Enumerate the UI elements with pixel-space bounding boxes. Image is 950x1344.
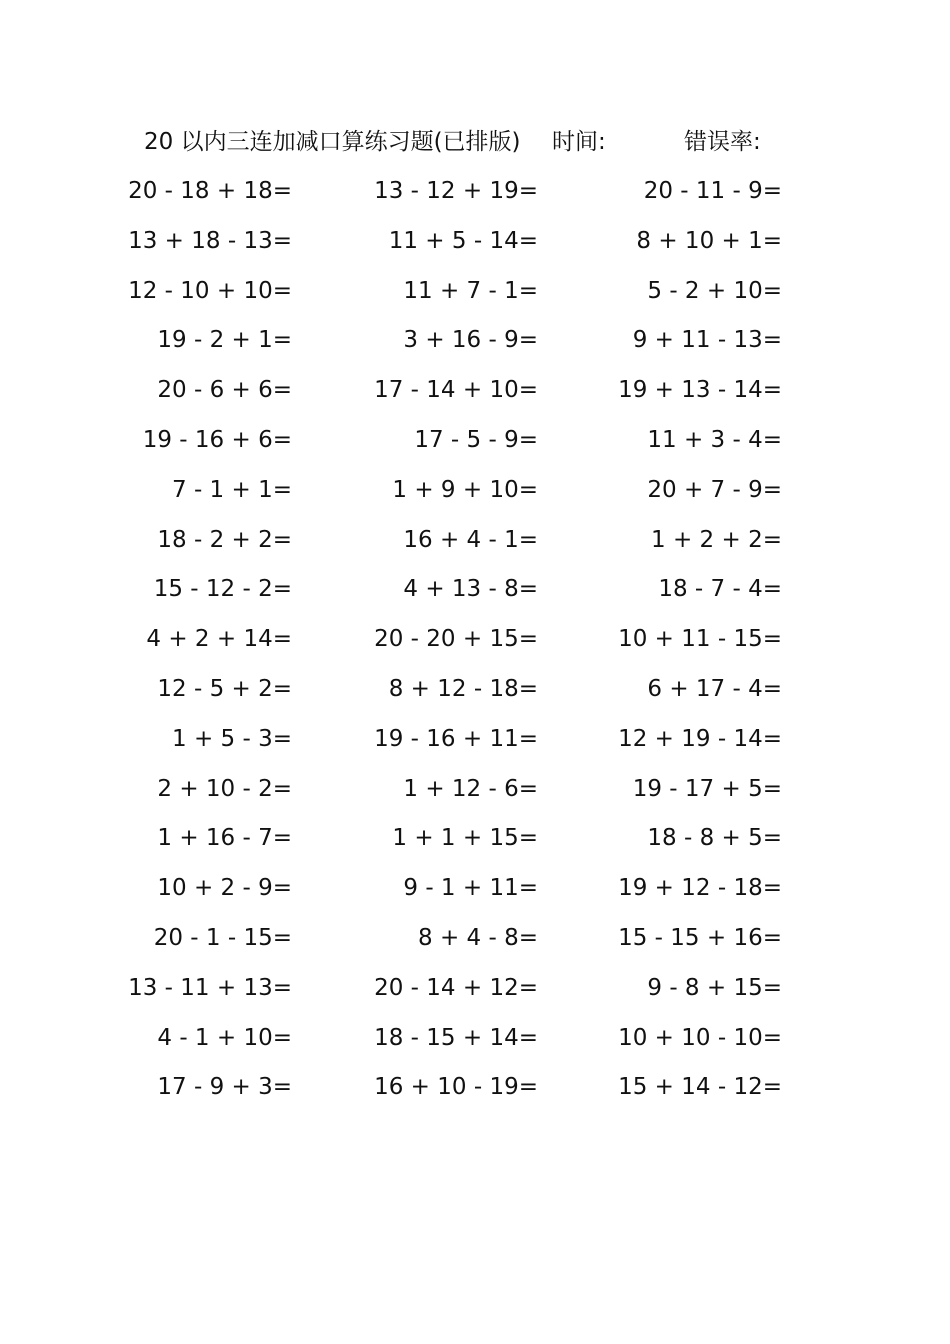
arithmetic-problem: 15 - 15 + 16=	[618, 924, 782, 951]
problem-row	[0, 1066, 950, 1116]
arithmetic-problem: 1 + 9 + 10=	[392, 476, 538, 503]
arithmetic-problem: 1 + 16 - 7=	[157, 825, 292, 852]
arithmetic-problem: 19 - 16 + 11=	[374, 725, 538, 752]
problem-row	[0, 419, 950, 469]
arithmetic-problem: 12 + 19 - 14=	[618, 725, 782, 752]
arithmetic-problem: 13 - 11 + 13=	[128, 974, 292, 1001]
arithmetic-problem: 19 + 13 - 14=	[618, 377, 782, 404]
arithmetic-problem: 19 - 16 + 6=	[142, 426, 292, 453]
arithmetic-problem: 20 - 6 + 6=	[157, 377, 292, 404]
problem-row	[0, 220, 950, 270]
arithmetic-problem: 17 - 9 + 3=	[157, 1074, 292, 1101]
worksheet-title: 20 以内三连加减口算练习题(已排版)	[144, 129, 521, 155]
arithmetic-problem: 18 - 7 - 4=	[658, 576, 782, 603]
problem-row	[0, 967, 950, 1017]
arithmetic-problem: 18 - 2 + 2=	[157, 526, 292, 553]
time-label: 时间:	[552, 129, 606, 155]
arithmetic-problem: 7 - 1 + 1=	[172, 476, 292, 503]
arithmetic-problem: 11 + 7 - 1=	[403, 277, 538, 304]
problem-row	[0, 319, 950, 369]
arithmetic-problem: 13 - 12 + 19=	[374, 178, 538, 204]
arithmetic-problem: 3 + 16 - 9=	[403, 327, 538, 354]
arithmetic-problem: 18 - 15 + 14=	[374, 1024, 538, 1051]
arithmetic-problem: 18 - 8 + 5=	[647, 825, 782, 852]
problem-row	[0, 917, 950, 967]
problem-row	[0, 170, 950, 220]
arithmetic-problem: 6 + 17 - 4=	[647, 675, 782, 702]
arithmetic-problem: 16 + 4 - 1=	[403, 526, 538, 553]
arithmetic-problem: 4 + 2 + 14=	[146, 626, 292, 653]
problem-row	[0, 718, 950, 768]
problem-row	[0, 469, 950, 519]
problem-row	[0, 867, 950, 917]
arithmetic-problem: 13 + 18 - 13=	[128, 227, 292, 254]
problem-row	[0, 519, 950, 569]
arithmetic-problem: 1 + 1 + 15=	[392, 825, 538, 852]
arithmetic-problem: 20 - 14 + 12=	[374, 974, 538, 1001]
arithmetic-problem: 19 + 12 - 18=	[618, 875, 782, 902]
error-rate-label: 错误率:	[684, 129, 761, 155]
arithmetic-problem: 17 - 14 + 10=	[374, 377, 538, 404]
problem-row	[0, 1017, 950, 1067]
arithmetic-problem: 5 - 2 + 10=	[647, 277, 782, 304]
arithmetic-problem: 1 + 2 + 2=	[651, 526, 782, 553]
problem-row	[0, 668, 950, 718]
problem-row	[0, 568, 950, 618]
problem-grid	[0, 170, 950, 1116]
arithmetic-problem: 11 + 5 - 14=	[388, 227, 538, 254]
arithmetic-problem: 1 + 5 - 3=	[172, 725, 292, 752]
problem-row	[0, 369, 950, 419]
arithmetic-problem: 20 - 11 - 9=	[643, 178, 782, 204]
arithmetic-problem: 17 - 5 - 9=	[414, 426, 538, 453]
arithmetic-problem: 19 - 2 + 1=	[157, 327, 292, 354]
arithmetic-problem: 9 - 8 + 15=	[647, 974, 782, 1001]
arithmetic-problem: 12 - 5 + 2=	[157, 675, 292, 702]
arithmetic-problem: 20 - 20 + 15=	[374, 626, 538, 653]
arithmetic-problem: 9 + 11 - 13=	[632, 327, 782, 354]
problem-row	[0, 768, 950, 818]
arithmetic-problem: 4 - 1 + 10=	[157, 1024, 292, 1051]
arithmetic-problem: 20 - 18 + 18=	[128, 178, 292, 204]
arithmetic-problem: 20 + 7 - 9=	[647, 476, 782, 503]
arithmetic-problem: 10 + 11 - 15=	[618, 626, 782, 653]
arithmetic-problem: 4 + 13 - 8=	[403, 576, 538, 603]
arithmetic-problem: 9 - 1 + 11=	[403, 875, 538, 902]
arithmetic-problem: 11 + 3 - 4=	[647, 426, 782, 453]
problem-row	[0, 618, 950, 668]
arithmetic-problem: 10 + 2 - 9=	[157, 875, 292, 902]
arithmetic-problem: 8 + 10 + 1=	[636, 227, 782, 254]
arithmetic-problem: 8 + 4 - 8=	[418, 924, 538, 951]
arithmetic-problem: 20 - 1 - 15=	[153, 924, 292, 951]
worksheet-header	[144, 122, 824, 162]
arithmetic-problem: 15 + 14 - 12=	[618, 1074, 782, 1101]
arithmetic-problem: 10 + 10 - 10=	[618, 1024, 782, 1051]
arithmetic-problem: 1 + 12 - 6=	[403, 775, 538, 802]
problem-row	[0, 270, 950, 320]
arithmetic-problem: 8 + 12 - 18=	[388, 675, 538, 702]
arithmetic-problem: 19 - 17 + 5=	[632, 775, 782, 802]
arithmetic-problem: 15 - 12 - 2=	[153, 576, 292, 603]
arithmetic-problem: 2 + 10 - 2=	[157, 775, 292, 802]
problem-row	[0, 817, 950, 867]
arithmetic-problem: 16 + 10 - 19=	[374, 1074, 538, 1101]
arithmetic-problem: 12 - 10 + 10=	[128, 277, 292, 304]
